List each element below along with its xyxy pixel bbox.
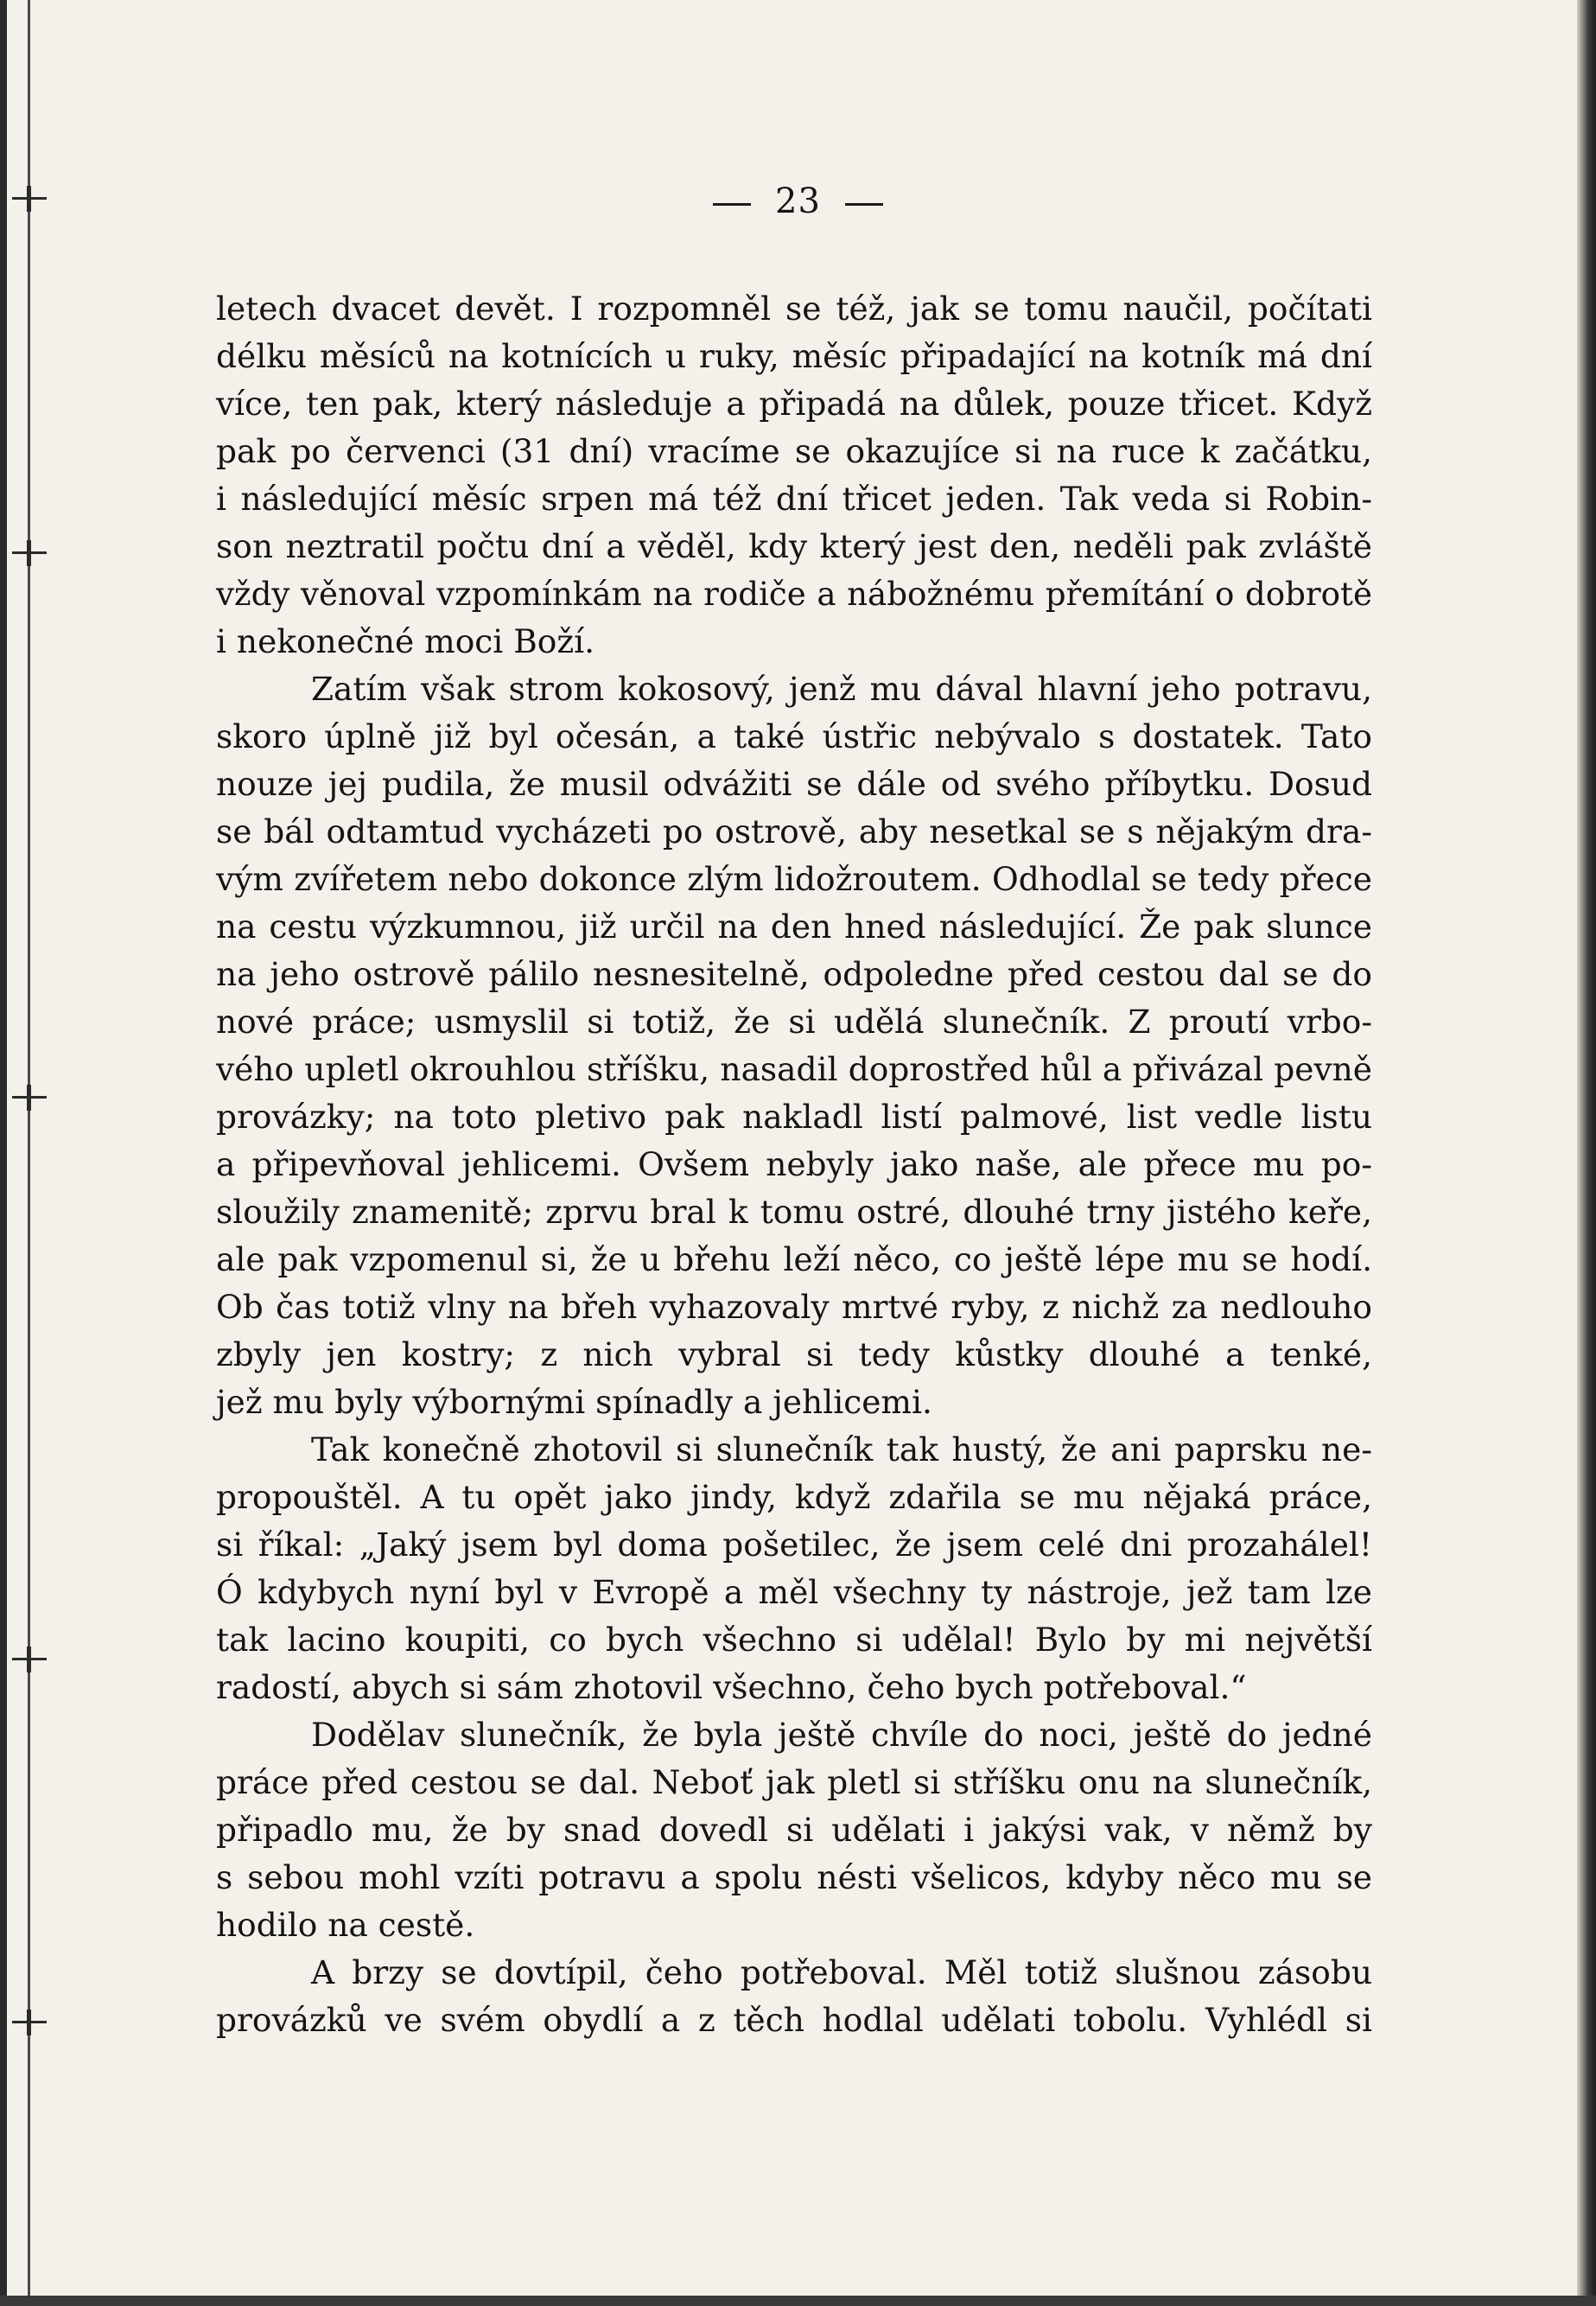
- text-line: i následující měsíc srpen má též dní třicet jeden. Tak veda si Robin-: [216, 480, 1372, 518]
- text-line: více, ten pak, který následuje a připadá na důlek, pouze třicet. Když: [216, 385, 1372, 423]
- scan-edge-left: [0, 0, 7, 2306]
- text-line: Ob čas totiž vlny na břeh vyhazovaly mrtvé ryby, z nichž za nedlouho: [216, 1288, 1372, 1326]
- text-line: délku měsíců na kotnících u ruky, měsíc připadající na kotník má dní: [216, 337, 1372, 375]
- text-line: son neztratil počtu dní a věděl, kdy který jest den, neděli pak zvláště: [216, 527, 1372, 565]
- text-line: propouštěl. A tu opět jako jindy, když zdařila se mu nějaká práce,: [216, 1478, 1372, 1516]
- text-line: i nekonečné moci Boží.: [216, 622, 595, 660]
- text-line: jež mu byly výbornými spínadly a jehlicemi.: [216, 1383, 932, 1421]
- binding-mark: [12, 1647, 47, 1672]
- text-line: provázky; na toto pletivo pak nakladl listí palmové, list vedle listu: [216, 1098, 1372, 1136]
- text-line: vého upletl okrouhlou stříšku, nasadil doprostřed hůl a přivázal pevně: [216, 1050, 1372, 1088]
- text-line: se bál odtamtud vycházeti po ostrově, aby nesetkal se s nějakým dra-: [216, 812, 1372, 850]
- page-number: [0, 182, 1596, 221]
- text-line: si říkal: „Jaký jsem byl doma pošetilec, že jsem celé dni prozahálel!: [216, 1526, 1372, 1564]
- page-number-dash-right: [845, 203, 883, 206]
- text-line: zbyly jen kostry; z nich vybral si tedy kůstky dlouhé a tenké,: [216, 1335, 1372, 1373]
- text-line: na cestu výzkumnou, již určil na den hned následující. Že pak slunce: [216, 908, 1372, 946]
- text-line: Ó kdybych nyní byl v Evropě a měl všechny ty nástroje, jež tam lze: [216, 1573, 1372, 1611]
- text-line: práce před cestou se dal. Neboť jak pletl si stříšku onu na slunečník,: [216, 1763, 1372, 1801]
- text-line: připadlo mu, že by snad dovedl si udělati i jakýsi vak, v němž by: [216, 1811, 1372, 1849]
- text-line: vždy věnoval vzpomínkám na rodiče a nábožnému přemítání o dobrotě: [216, 575, 1372, 613]
- page-number-dash-left: [713, 203, 751, 206]
- text-line: hodilo na cestě.: [216, 1906, 475, 1944]
- text-line: radostí, abych si sám zhotovil všechno, čeho bych potřeboval.“: [216, 1668, 1247, 1706]
- text-line: s sebou mohl vzíti potravu a spolu nésti všelicos, kdyby něco mu se: [216, 1858, 1372, 1896]
- binding-mark: [12, 1085, 47, 1111]
- body-text: [216, 285, 1372, 2044]
- text-line: provázků ve svém obydlí a z těch hodlal udělati tobolu. Vyhlédl si: [216, 2001, 1372, 2039]
- binding-mark: [12, 540, 47, 566]
- text-line: pak po červenci (31 dní) vracíme se okazujíce si na ruce k začátku,: [216, 432, 1372, 470]
- text-line: ale pak vzpomenul si, že u břehu leží něco, co ještě lépe mu se hodí.: [216, 1240, 1372, 1278]
- text-line: nové práce; usmyslil si totiž, že si udělá slunečník. Z proutí vrbo-: [216, 1003, 1372, 1041]
- text-line: Zatím však strom kokosový, jenž mu dával hlavní jeho potravu,: [311, 670, 1372, 708]
- scan-edge-bottom: [0, 2296, 1596, 2306]
- text-line: na jeho ostrově pálilo nesnesitelně, odpoledne před cestou dal se do: [216, 955, 1372, 993]
- text-line: nouze jej pudila, že musil odvážiti se dále od svého příbytku. Dosud: [216, 765, 1372, 803]
- text-line: Dodělav slunečník, že byla ještě chvíle do noci, ještě do jedné: [311, 1716, 1372, 1754]
- scan-edge-right: [1577, 0, 1596, 2306]
- binding-rule: [28, 0, 30, 2306]
- text-line: tak lacino koupiti, co bych všechno si udělal! Bylo by mi největší: [216, 1621, 1372, 1659]
- text-line: vým zvířetem nebo dokonce zlým lidožroutem. Odhodlal se tedy přece: [216, 860, 1372, 898]
- text-line: letech dvacet devět. I rozpomněl se též, jak se tomu naučil, počítati: [216, 290, 1372, 328]
- text-line: sloužily znamenitě; zprvu bral k tomu ostré, dlouhé trny jistého keře,: [216, 1193, 1372, 1231]
- binding-mark: [12, 2010, 47, 2035]
- text-line: a připevňoval jehlicemi. Ovšem nebyly jako naše, ale přece mu po-: [216, 1145, 1372, 1183]
- text-line: skoro úplně již byl očesán, a také ústřic nebývalo s dostatek. Tato: [216, 717, 1372, 755]
- text-line: Tak konečně zhotovil si slunečník tak hustý, že ani paprsku ne-: [311, 1430, 1372, 1468]
- page-number-value: 23: [775, 182, 821, 221]
- text-line: A brzy se dovtípil, čeho potřeboval. Měl totiž slušnou zásobu: [311, 1953, 1372, 1991]
